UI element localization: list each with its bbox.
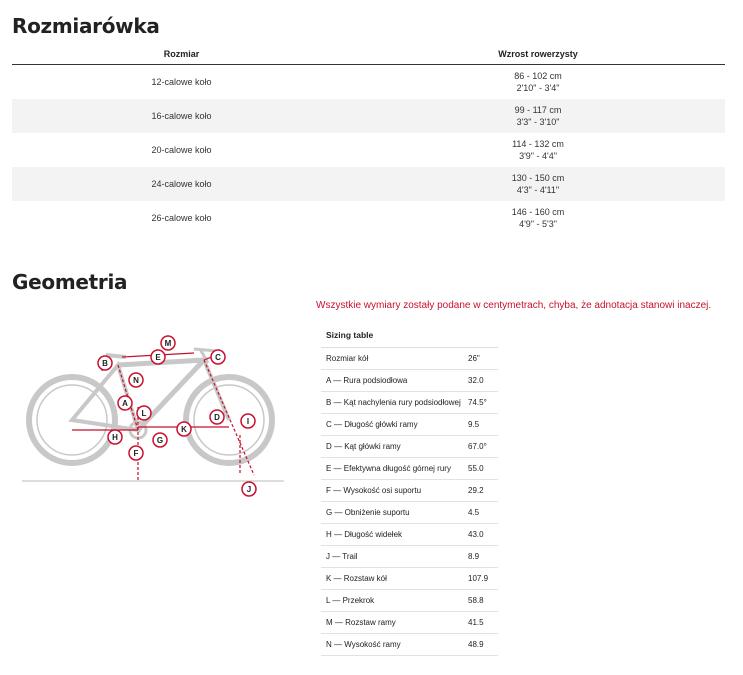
diagram-marker-j: [242, 482, 256, 496]
height-ft: 4'3" - 4'11": [516, 185, 560, 195]
geometry-value: 29.2: [466, 480, 498, 502]
diagram-letter: F: [133, 449, 139, 458]
diagram-letter: M: [164, 339, 172, 348]
geometry-label: N — Wysokość ramy: [321, 634, 466, 656]
geometry-row: [321, 634, 498, 656]
geometry-label: H — Długość widełek: [321, 524, 466, 546]
geometry-label: K — Rozstaw kół: [321, 568, 466, 590]
geometry-value: 26": [466, 348, 498, 370]
diagram-letter: H: [112, 433, 118, 442]
diagram-letter: N: [133, 376, 139, 385]
geometry-label: B — Kąt nachylenia rury podsiodłowej: [321, 392, 466, 414]
geometry-value: 8.9: [466, 546, 498, 568]
geometry-label: G — Obniżenie suportu: [321, 502, 466, 524]
measurement-note: Wszystkie wymiary zostały podane w centymetrach, chyba, że adnotacja stanowi inaczej.: [316, 300, 712, 311]
diagram-letter: K: [181, 425, 187, 434]
diagram-marker-h: [108, 430, 122, 444]
sizing-table: [12, 44, 725, 235]
col-header-height: Wzrost rowerzysty: [351, 44, 725, 65]
size-cell: 16-calowe koło: [12, 99, 351, 133]
height-cell: [351, 167, 725, 201]
geometry-value: 55.0: [466, 458, 498, 480]
diagram-letter: J: [246, 485, 252, 494]
size-cell: 26-calowe koło: [151, 213, 212, 223]
diagram-marker-d: [210, 410, 224, 424]
height-cell: [351, 201, 725, 235]
diagram-marker-m: [161, 336, 175, 350]
height-cm: 86 - 102 cm: [514, 71, 562, 81]
geometry-row: [321, 414, 498, 436]
geometry-value: 58.8: [466, 590, 498, 612]
geometry-title: Geometria: [12, 270, 128, 294]
geometry-value: 107.9: [466, 568, 498, 590]
geometry-label: E — Efektywna długość górnej rury: [321, 458, 466, 480]
geometry-value: 32.0: [466, 370, 498, 392]
height-cell: [351, 65, 725, 100]
diagram-letter: I: [246, 417, 250, 426]
sizing-row: [12, 201, 725, 235]
size-cell: 20-calowe koło: [151, 145, 212, 155]
geometry-row: [321, 436, 498, 458]
height-ft: 3'9" - 4'4": [519, 151, 557, 161]
geometry-value: 74.5°: [466, 392, 498, 414]
diagram-letter: G: [156, 436, 164, 445]
geometry-value: 9.5: [466, 414, 498, 436]
height-cell: [351, 133, 725, 167]
geometry-row: [321, 524, 498, 546]
geometry-label: M — Rozstaw ramy: [321, 612, 466, 634]
geometry-label: A — Rura podsiodłowa: [321, 370, 466, 392]
sizing-row: [12, 167, 725, 201]
diagram-marker-i: [241, 414, 255, 428]
geometry-row: [321, 370, 498, 392]
geometry-row: [321, 392, 498, 414]
diagram-letter: B: [102, 359, 108, 368]
geometry-value: 4.5: [466, 502, 498, 524]
diagram-letter: A: [122, 399, 128, 408]
geometry-label: Rozmiar kół: [321, 348, 466, 370]
height-cm: 146 - 160 cm: [511, 207, 565, 217]
geometry-row: [321, 590, 498, 612]
diagram-marker-b: [98, 356, 112, 370]
diagram-marker-l: [137, 406, 151, 420]
height-cell: [351, 99, 725, 133]
bike-geometry-diagram: [22, 335, 292, 500]
diagram-letter: L: [141, 409, 147, 418]
sizing-row: [12, 99, 725, 133]
geometry-table-title: Sizing table: [321, 322, 498, 348]
height-ft: 3'3" - 3'10": [516, 117, 560, 127]
size-cell: 12-calowe koło: [151, 77, 212, 87]
diagram-marker-n: [129, 373, 143, 387]
sizing-title: Rozmiarówka: [12, 14, 160, 38]
geometry-row: [321, 458, 498, 480]
geometry-value: 67.0°: [466, 436, 498, 458]
diagram-letter: C: [215, 353, 221, 362]
geometry-label: L — Przekrok: [321, 590, 466, 612]
geometry-value: 48.9: [466, 634, 498, 656]
size-cell: 24-calowe koło: [12, 167, 351, 201]
sizing-row: [12, 65, 725, 100]
diagram-letter: D: [214, 413, 220, 422]
col-header-size: Rozmiar: [12, 44, 351, 65]
diagram-marker-e: [151, 350, 165, 364]
geometry-row: [321, 348, 498, 370]
diagram-marker-a: [118, 396, 132, 410]
diagram-marker-f: [129, 446, 143, 460]
height-cm: 114 - 132 cm: [512, 139, 564, 149]
geometry-table: [321, 322, 498, 656]
geometry-label: C — Długość główki ramy: [321, 414, 466, 436]
geometry-row: [321, 502, 498, 524]
geometry-value: 43.0: [466, 524, 498, 546]
diagram-letter: E: [155, 353, 161, 362]
geometry-row: [321, 568, 498, 590]
diagram-marker-k: [177, 422, 191, 436]
height-ft: 4'9" - 5'3": [519, 219, 557, 229]
sizing-row: [12, 133, 725, 167]
diagram-marker-g: [153, 433, 167, 447]
geometry-label: D — Kąt główki ramy: [321, 436, 466, 458]
geometry-row: [321, 480, 498, 502]
geometry-value: 41.5: [466, 612, 498, 634]
height-cm: 130 - 150 cm: [511, 173, 565, 183]
diagram-marker-c: [211, 350, 225, 364]
height-cm: 99 - 117 cm: [514, 105, 562, 115]
geometry-row: [321, 612, 498, 634]
geometry-label: J — Trail: [321, 546, 466, 568]
geometry-row: [321, 546, 498, 568]
geometry-label: F — Wysokość osi suportu: [321, 480, 466, 502]
height-ft: 2'10" - 3'4": [516, 83, 560, 93]
